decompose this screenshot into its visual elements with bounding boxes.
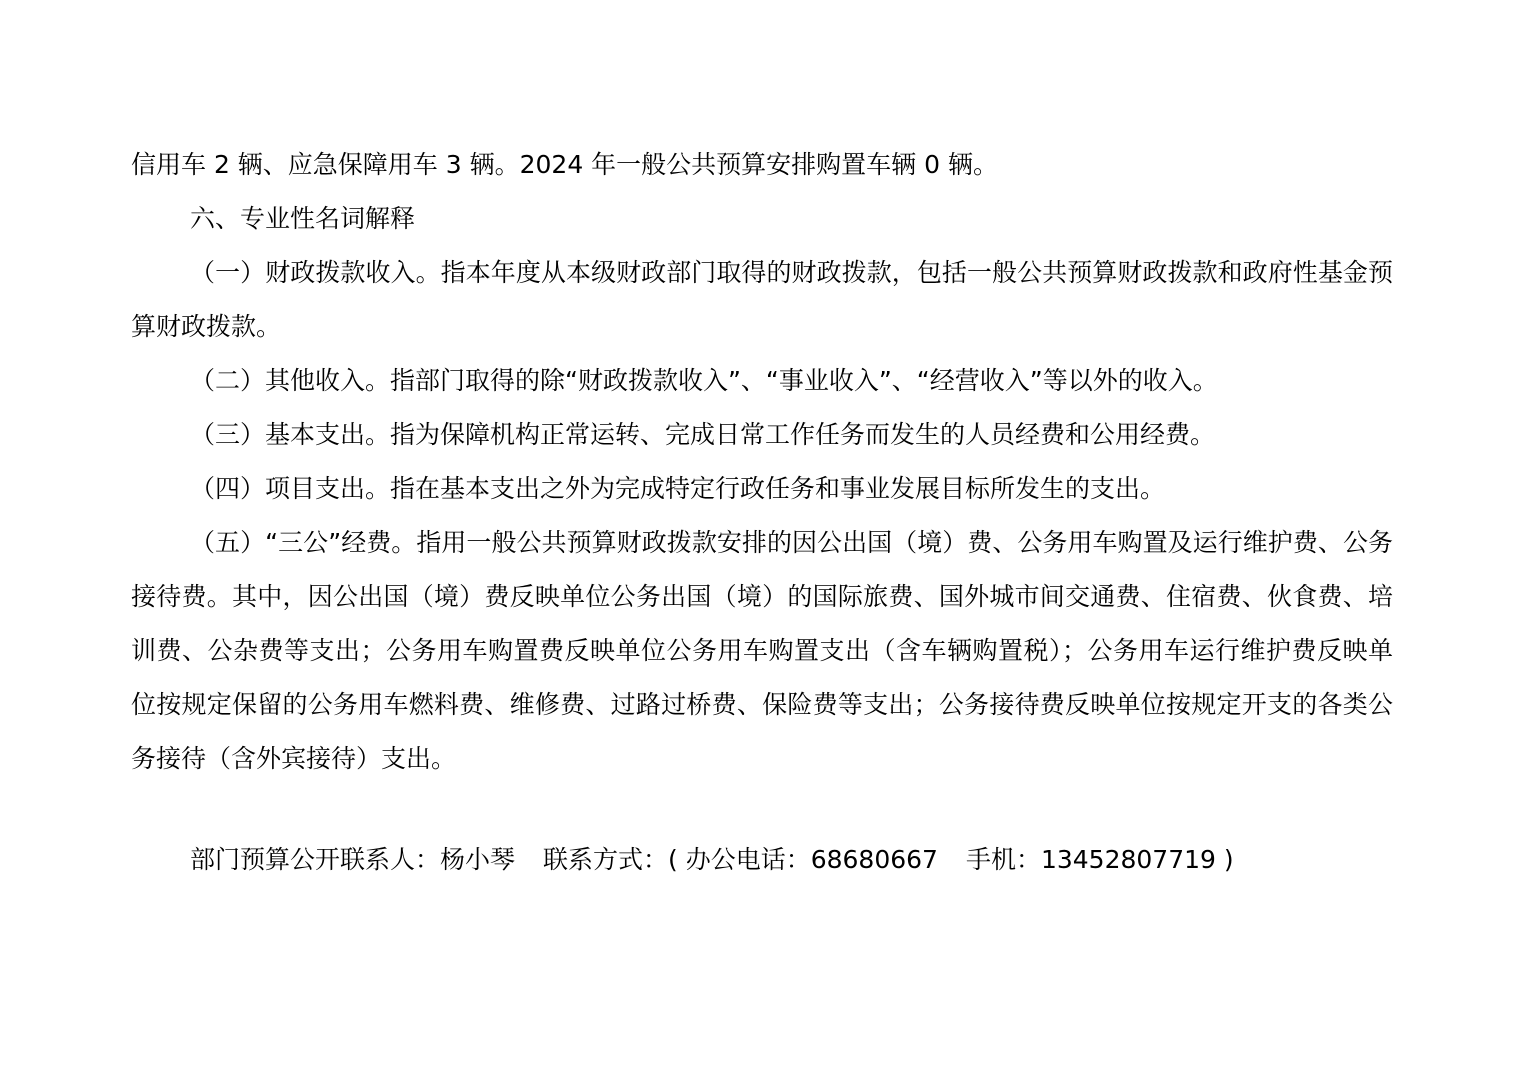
definition-item-4: （四）项目支出。指在基本支出之外为完成特定行政任务和事业发展目标所发生的支出。	[190, 474, 1166, 503]
contact-mobile: 手机：13452807719 )	[965, 845, 1234, 874]
definition-item-5: （五）“三公”经费。指用一般公共预算财政拨款安排的因公出国（境）费、公务用车购置及运行维护费、公务接待费。其中，因公出国（境）费反映单位公务出国（境）的国际旅费、国外城市间交通费、住宿费、伙食费、培训费、公杂费等支出；公务用车购置费反映单位公务用车购置支出（含车辆购置税）；公务用车运行维护费反映单位按规定保留的公务用车燃料费、维修费、过路过桥费、保险费等支出；公务接待费反映单位按规定开支的各类公务接待（含外宾接待）支出。	[131, 528, 1393, 773]
definition-item-1: （一）财政拨款收入。指本年度从本级财政部门取得的财政拨款，包括一般公共预算财政拨款和政府性基金预算财政拨款。	[131, 258, 1393, 341]
contact-method: 联系方式：( 办公电话：68680667	[543, 845, 938, 874]
contact-person: 部门预算公开联系人：杨小琴	[190, 845, 516, 874]
definition-item-2: （二）其他收入。指部门取得的除“财政拨款收入”、“事业收入”、“经营收入”等以外的收入。	[190, 366, 1218, 395]
contact-line	[190, 833, 1390, 887]
document-body	[131, 138, 1393, 786]
definition-item-3: （三）基本支出。指为保障机构正常运转、完成日常工作任务而发生的人员经费和公用经费。	[190, 420, 1216, 449]
section-heading: 六、专业性名词解释	[190, 204, 416, 233]
continuation-paragraph: 信用车 2 辆、应急保障用车 3 辆。2024 年一般公共预算安排购置车辆 0 辆。	[131, 150, 998, 179]
